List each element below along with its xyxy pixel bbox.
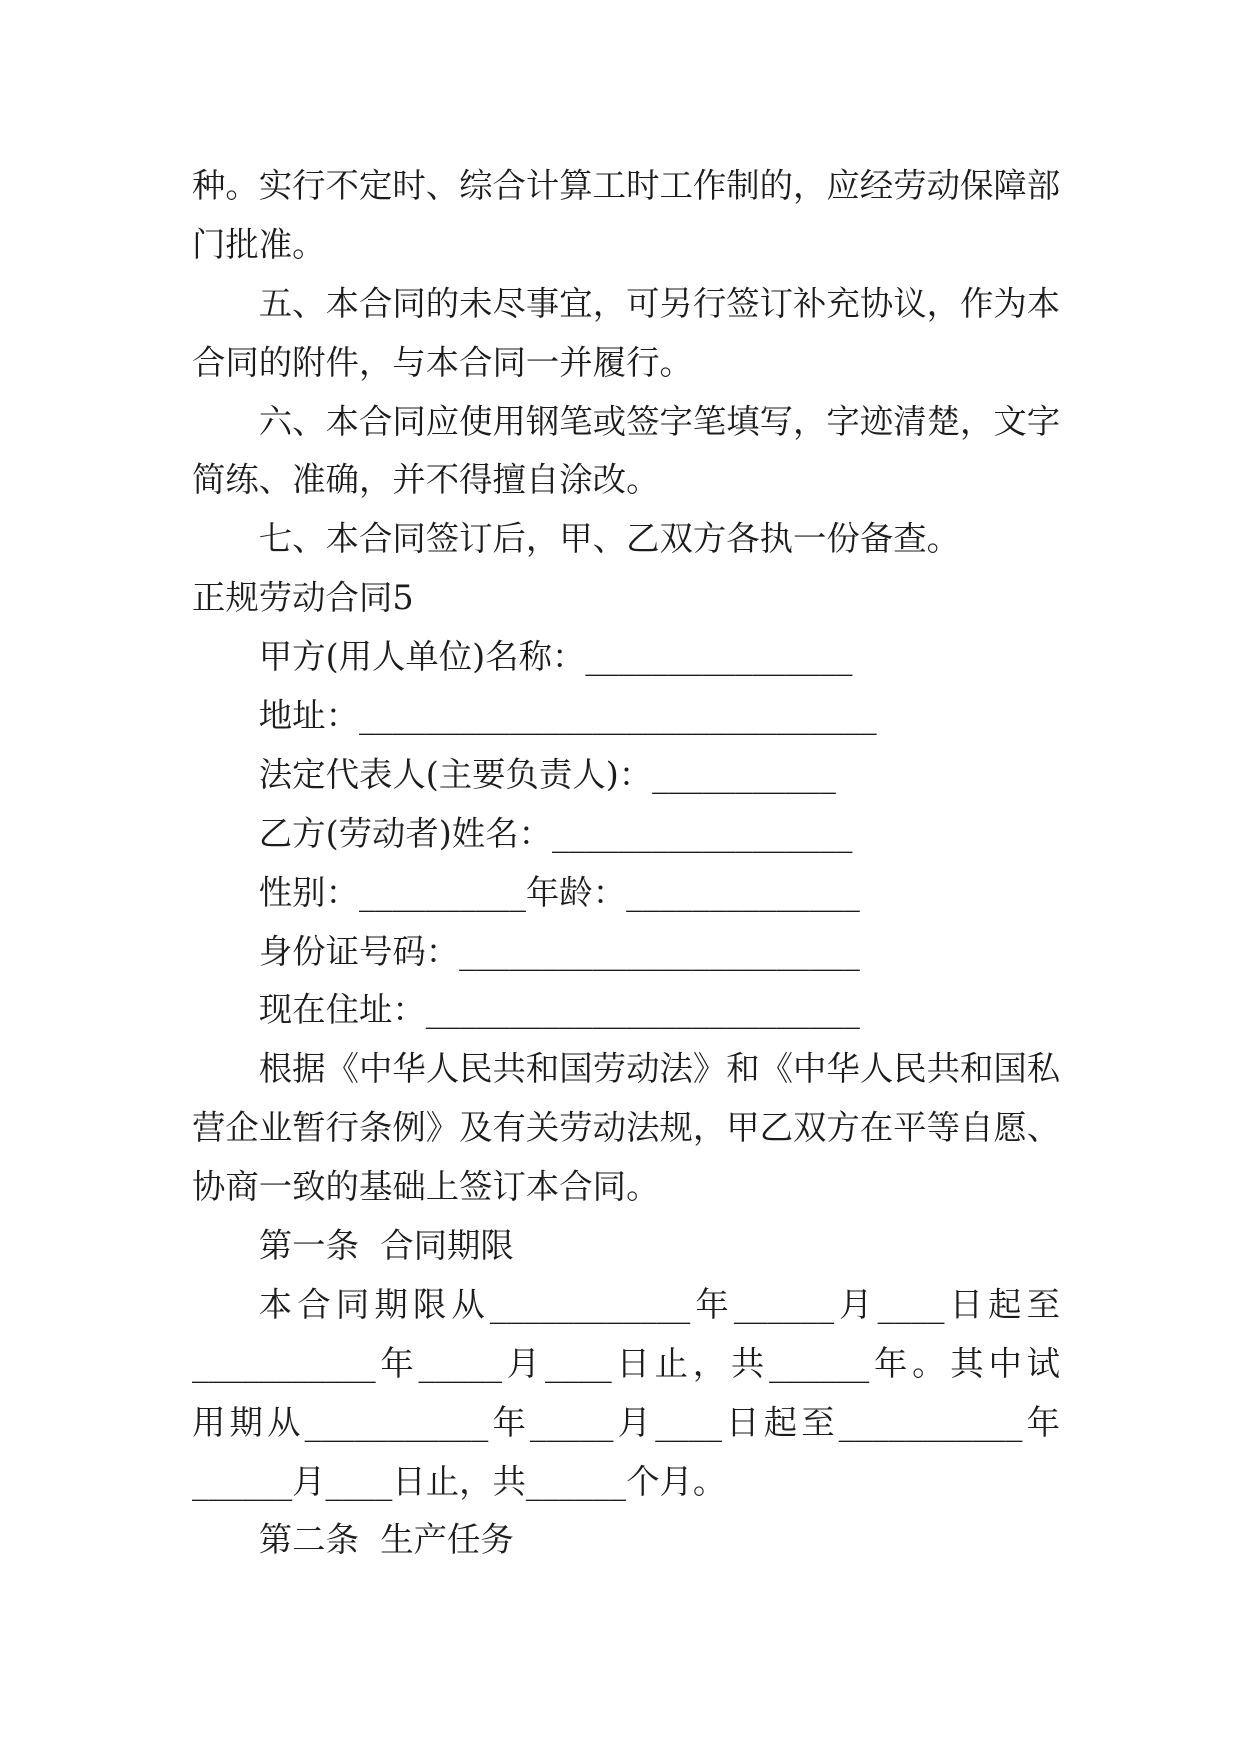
employer-name-field: 甲方(用人单位)名称：________________ (258, 637, 853, 677)
id-number-field: 身份证号码：________________________ (258, 931, 860, 971)
contract-term-line: 本合同期限从____________年______月____日起至 (258, 1284, 1060, 1324)
note-6-text-line-end: 简练、准确，并不得擅自涂改。 (192, 460, 660, 500)
note-4-text-line: 种。实行不定时、综合计算工时工作制的，应经劳动保障部 (192, 166, 1061, 205)
employer-address-field: 地址：_______________________________ (258, 696, 877, 736)
contract-notes-tail (192, 157, 1060, 569)
contract-title: 正规劳动合同5 (192, 578, 414, 618)
preamble-text-line-end: 协商一致的基础上签订本合同。 (192, 1167, 660, 1207)
note-5-text-line: 五、本合同的未尽事宜，可另行签订补充协议，作为本 (258, 283, 1061, 323)
legal-representative-field: 法定代表人(主要负责人)：___________ (258, 754, 836, 794)
current-address-field: 现在住址：__________________________ (258, 990, 860, 1030)
document-body (192, 157, 1060, 1570)
note-6-text-line: 六、本合同应使用钢笔或签字笔填写，字迹清楚，文字 (258, 401, 1061, 441)
contract-preamble (192, 1040, 1060, 1217)
probation-term-line-end: ______月____日止，共______个月。 (192, 1461, 727, 1501)
note-7-text-line: 七、本合同签订后，甲、乙双方各执一份备查。 (258, 519, 960, 559)
article-2 (192, 1511, 1060, 1570)
preamble-text-line: 根据《中华人民共和国劳动法》和《中华人民共和国私 (258, 1049, 1061, 1089)
party-info-fields (192, 628, 1060, 1040)
employee-name-field: 乙方(劳动者)姓名：__________________ (258, 813, 853, 853)
article-1-heading: 第一条 合同期限 (258, 1226, 514, 1266)
probation-term-line: 用期从___________年_____月____日起至___________年 (192, 1402, 1060, 1442)
note-5-text-line-end: 合同的附件，与本合同一并履行。 (192, 342, 693, 382)
article-2-heading: 第二条 生产任务 (258, 1520, 514, 1560)
gender-age-field: 性别：__________年龄：______________ (258, 872, 860, 912)
contract-term-line: ___________年_____月____日止，共______年。其中试 (192, 1343, 1060, 1383)
article-1 (192, 1217, 1060, 1511)
preamble-text-line: 营企业暂行条例》及有关劳动法规，甲乙双方在平等自愿、 (192, 1108, 1061, 1148)
note-4-text-line-end: 门批准。 (192, 224, 326, 264)
